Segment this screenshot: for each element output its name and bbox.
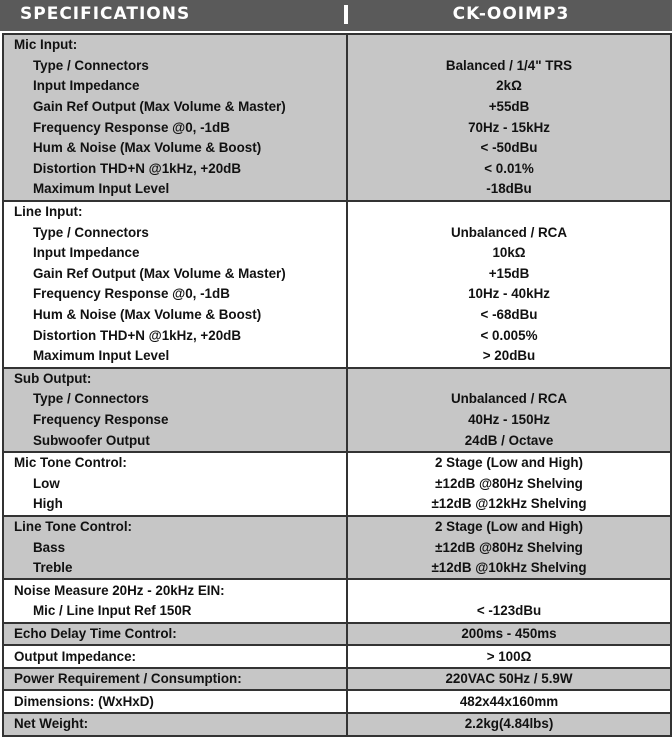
spec-row <box>3 516 671 538</box>
spec-label: Gain Ref Output (Max Volume & Master) <box>3 97 347 118</box>
spec-label: Maximum Input Level <box>3 346 347 368</box>
spec-row <box>3 284 671 305</box>
spec-value: +15dB <box>347 264 671 285</box>
spec-value: 220VAC 50Hz / 5.9W <box>347 668 671 691</box>
spec-label: Power Requirement / Consumption: <box>3 668 347 691</box>
spec-label: Distortion THD+N @1kHz, +20dB <box>3 325 347 346</box>
spec-value: 10kΩ <box>347 243 671 264</box>
spec-label: Noise Measure 20Hz - 20kHz EIN: <box>3 579 347 601</box>
spec-label: Maximum Input Level <box>3 179 347 201</box>
spec-value: Balanced / 1/4" TRS <box>347 56 671 77</box>
spec-value: +55dB <box>347 97 671 118</box>
spec-row <box>3 452 671 474</box>
spec-row <box>3 579 671 601</box>
spec-row <box>3 117 671 138</box>
spec-label: Input Impedance <box>3 76 347 97</box>
page-title: SPECIFICATIONS <box>20 4 191 24</box>
spec-value <box>347 201 671 223</box>
spec-group <box>3 713 671 736</box>
spec-row <box>3 179 671 201</box>
spec-value: < -123dBu <box>347 601 671 623</box>
spec-value: 482x44x160mm <box>347 690 671 713</box>
spec-row <box>3 558 671 580</box>
spec-label: Line Input: <box>3 201 347 223</box>
spec-label: Net Weight: <box>3 713 347 736</box>
spec-label: Low <box>3 473 347 494</box>
spec-row <box>3 601 671 623</box>
model-name: CK-OOIMP3 <box>452 4 570 24</box>
spec-value: > 100Ω <box>347 645 671 668</box>
spec-value: ±12dB @80Hz Shelving <box>347 473 671 494</box>
spec-group <box>3 516 671 580</box>
spec-label: Hum & Noise (Max Volume & Boost) <box>3 138 347 159</box>
spec-value: ±12dB @10kHz Shelving <box>347 558 671 580</box>
spec-label: Subwoofer Output <box>3 430 347 452</box>
spec-row <box>3 243 671 264</box>
spec-row <box>3 201 671 223</box>
spec-row <box>3 264 671 285</box>
spec-label: Output Impedance: <box>3 645 347 668</box>
spec-value: 24dB / Octave <box>347 430 671 452</box>
spec-label: Frequency Response @0, -1dB <box>3 117 347 138</box>
spec-value: -18dBu <box>347 179 671 201</box>
spec-row <box>3 494 671 516</box>
spec-label: Echo Delay Time Control: <box>3 623 347 646</box>
spec-label: Frequency Response @0, -1dB <box>3 284 347 305</box>
spec-group <box>3 34 671 201</box>
spec-row <box>3 76 671 97</box>
spec-value: 2.2kg(4.84lbs) <box>347 713 671 736</box>
spec-label: Mic / Line Input Ref 150R <box>3 601 347 623</box>
spec-row <box>3 56 671 77</box>
spec-value: 70Hz - 15kHz <box>347 117 671 138</box>
spec-row <box>3 410 671 431</box>
spec-row <box>3 713 671 736</box>
spec-value: ±12dB @12kHz Shelving <box>347 494 671 516</box>
spec-label: Hum & Noise (Max Volume & Boost) <box>3 305 347 326</box>
spec-row <box>3 222 671 243</box>
spec-value: 2 Stage (Low and High) <box>347 516 671 538</box>
spec-value: < -68dBu <box>347 305 671 326</box>
spec-label: High <box>3 494 347 516</box>
spec-row <box>3 97 671 118</box>
spec-value: 10Hz - 40kHz <box>347 284 671 305</box>
spec-value: 40Hz - 150Hz <box>347 410 671 431</box>
spec-label: Mic Input: <box>3 34 347 56</box>
spec-header <box>0 0 672 31</box>
spec-row <box>3 368 671 390</box>
spec-value: Unbalanced / RCA <box>347 389 671 410</box>
spec-row <box>3 138 671 159</box>
spec-table <box>2 33 672 737</box>
spec-row <box>3 346 671 368</box>
spec-row <box>3 645 671 668</box>
spec-label: Treble <box>3 558 347 580</box>
spec-value: 200ms - 450ms <box>347 623 671 646</box>
spec-value: 2 Stage (Low and High) <box>347 452 671 474</box>
spec-value: < -50dBu <box>347 138 671 159</box>
spec-group <box>3 645 671 668</box>
spec-row <box>3 690 671 713</box>
spec-label: Line Tone Control: <box>3 516 347 538</box>
spec-row <box>3 623 671 646</box>
spec-value <box>347 579 671 601</box>
spec-group <box>3 668 671 691</box>
spec-label: Input Impedance <box>3 243 347 264</box>
spec-group <box>3 623 671 646</box>
spec-value: 2kΩ <box>347 76 671 97</box>
spec-row <box>3 430 671 452</box>
spec-label: Mic Tone Control: <box>3 452 347 474</box>
spec-value <box>347 34 671 56</box>
spec-label: Dimensions: (WxHxD) <box>3 690 347 713</box>
spec-value: > 20dBu <box>347 346 671 368</box>
spec-label: Type / Connectors <box>3 56 347 77</box>
spec-value: < 0.01% <box>347 159 671 180</box>
spec-row <box>3 305 671 326</box>
spec-row <box>3 537 671 558</box>
spec-row <box>3 34 671 56</box>
spec-value <box>347 368 671 390</box>
spec-group <box>3 690 671 713</box>
spec-row <box>3 668 671 691</box>
spec-value: ±12dB @80Hz Shelving <box>347 537 671 558</box>
spec-group <box>3 452 671 516</box>
spec-label: Type / Connectors <box>3 389 347 410</box>
header-divider <box>344 5 348 24</box>
spec-label: Distortion THD+N @1kHz, +20dB <box>3 159 347 180</box>
spec-label: Gain Ref Output (Max Volume & Master) <box>3 264 347 285</box>
spec-label: Type / Connectors <box>3 222 347 243</box>
spec-row <box>3 325 671 346</box>
spec-group <box>3 201 671 368</box>
spec-label: Frequency Response <box>3 410 347 431</box>
spec-row <box>3 389 671 410</box>
spec-row <box>3 473 671 494</box>
spec-value: Unbalanced / RCA <box>347 222 671 243</box>
spec-value: < 0.005% <box>347 325 671 346</box>
spec-group <box>3 368 671 452</box>
spec-label: Bass <box>3 537 347 558</box>
spec-group <box>3 579 671 622</box>
spec-label: Sub Output: <box>3 368 347 390</box>
spec-row <box>3 159 671 180</box>
